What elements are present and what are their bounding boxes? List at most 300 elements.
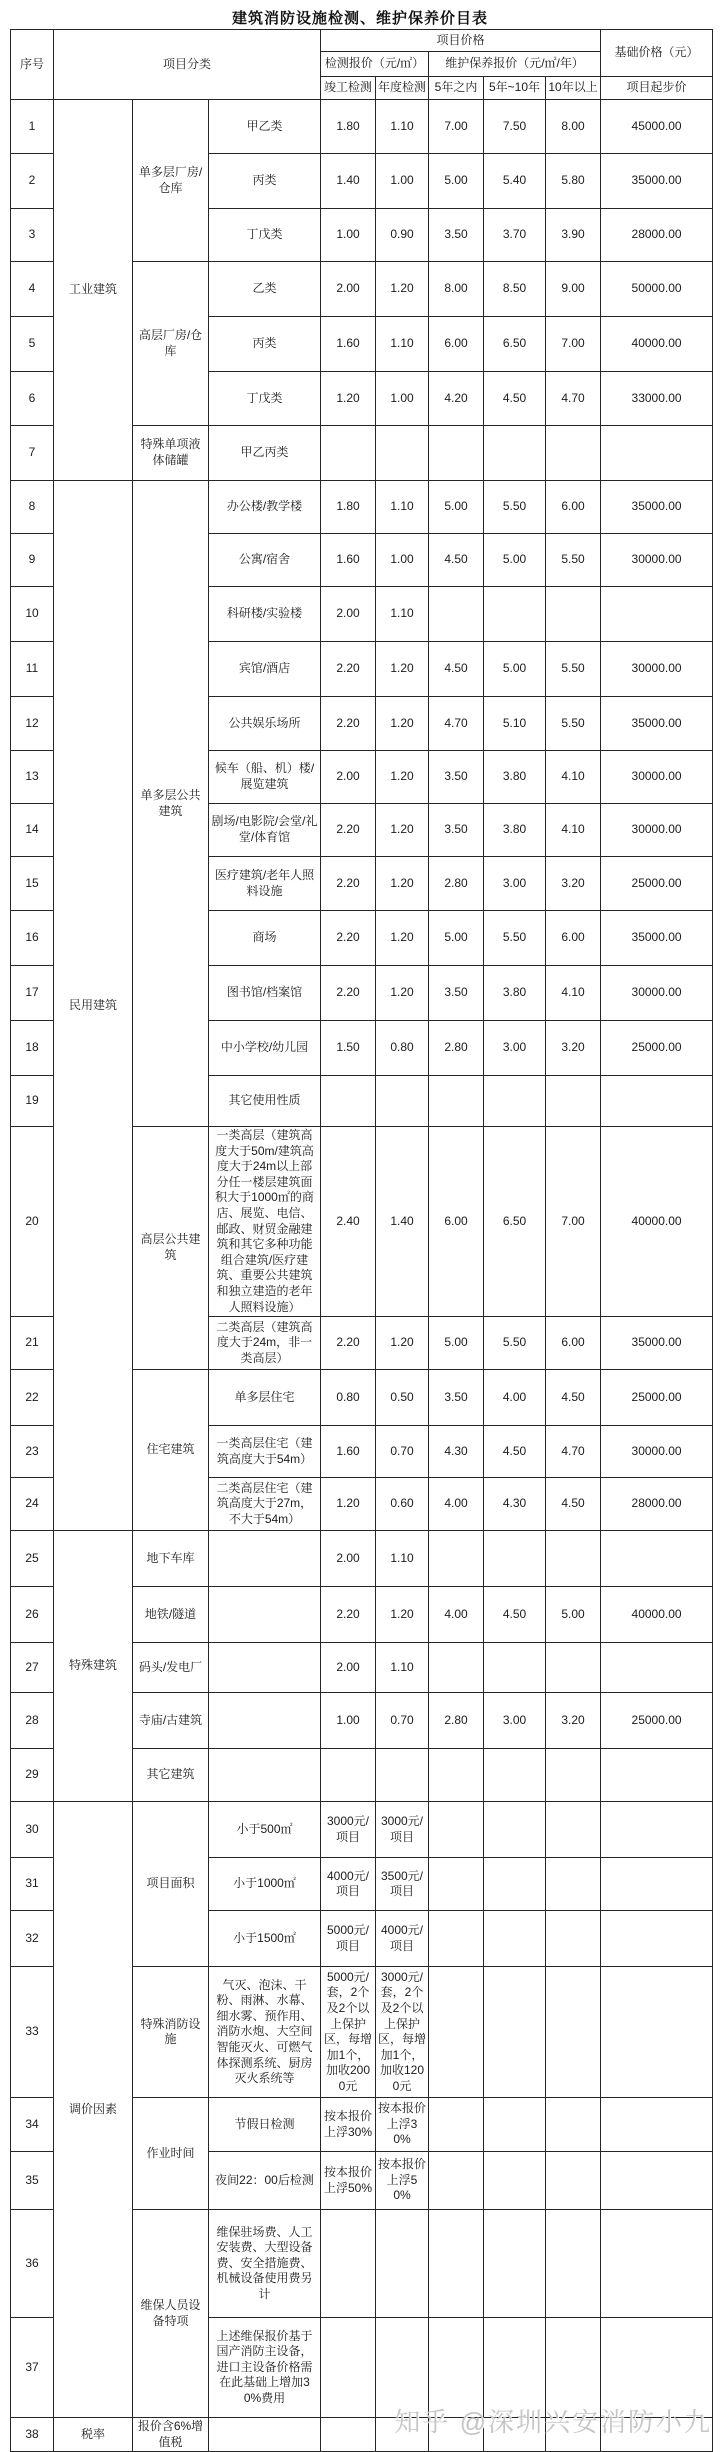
cell-category-level3: 小于1000㎡	[209, 1858, 321, 1911]
cell-price-value: 0.70	[376, 1693, 429, 1749]
cell-price-value: 1.10	[376, 100, 429, 154]
cell-base-price: 25000.00	[601, 1693, 713, 1749]
cell-category-level1: 民用建筑	[54, 481, 133, 1531]
cell-price-value: 5.00	[484, 534, 546, 587]
cell-price-value: 5000元/项目	[321, 1911, 376, 1967]
cell-price-value: 8.50	[484, 262, 546, 317]
cell-serial-number: 8	[11, 481, 54, 534]
cell-serial-number: 7	[11, 426, 54, 481]
cell-serial-number: 29	[11, 1749, 54, 1802]
cell-base-price	[601, 2210, 713, 2318]
cell-price-value	[429, 1643, 484, 1693]
cell-serial-number: 18	[11, 1021, 54, 1076]
cell-price-value: 1.20	[376, 911, 429, 966]
cell-price-value: 1.20	[376, 697, 429, 751]
cell-base-price	[601, 1643, 713, 1693]
header-within-5-years: 5年之内	[429, 77, 484, 100]
cell-price-value: 按本报价上浮30%	[376, 2098, 429, 2152]
cell-price-value: 1.00	[321, 209, 376, 262]
cell-category-level3: 科研楼/实验楼	[209, 587, 321, 642]
cell-category-level3: 丁戊类	[209, 372, 321, 426]
cell-serial-number: 27	[11, 1643, 54, 1693]
cell-price-value: 6.00	[429, 1127, 484, 1317]
cell-serial-number: 17	[11, 966, 54, 1021]
cell-price-value: 2.00	[321, 587, 376, 642]
cell-price-value: 2.80	[429, 1021, 484, 1076]
cell-category-level1: 工业建筑	[54, 100, 133, 481]
header-detection-group: 检测报价（元/㎡）	[321, 52, 429, 77]
cell-price-value: 5.00	[429, 154, 484, 209]
cell-category-level3: 节假日检测	[209, 2098, 321, 2152]
cell-price-value	[429, 1531, 484, 1587]
cell-price-value: 6.00	[429, 317, 484, 372]
header-completion-detection: 竣工检测	[321, 77, 376, 100]
cell-price-value	[484, 1076, 546, 1127]
cell-price-value: 2.20	[321, 1587, 376, 1643]
cell-price-value	[484, 587, 546, 642]
cell-price-value	[376, 1076, 429, 1127]
cell-price-value: 3.50	[429, 804, 484, 857]
cell-category-level3: 气灭、泡沫、干粉、雨淋、水幕、细水雾、预作用、消防水炮、大空间智能灭火、可燃气体探测系统、厨房灭火系统等	[209, 1967, 321, 2098]
cell-price-value: 4.30	[484, 1478, 546, 1531]
cell-price-value: 2.00	[321, 751, 376, 804]
cell-price-value: 1.10	[376, 1531, 429, 1587]
cell-price-value: 4000元/项目	[321, 1858, 376, 1911]
cell-price-value	[376, 426, 429, 481]
cell-price-value: 4.50	[484, 372, 546, 426]
cell-price-value: 3.50	[429, 1370, 484, 1426]
cell-price-value: 5.10	[484, 697, 546, 751]
cell-base-price: 30000.00	[601, 804, 713, 857]
cell-base-price	[601, 1749, 713, 1802]
cell-price-value: 0.50	[376, 1370, 429, 1426]
cell-category-level3: 甲乙丙类	[209, 426, 321, 481]
cell-category-level3: 上述维保报价基于国产消防主设备，进口主设备价格需在此基础上增加30%费用	[209, 2318, 321, 2418]
table-row	[11, 1531, 713, 1587]
cell-price-value: 0.80	[321, 1370, 376, 1426]
cell-base-price	[601, 1967, 713, 2098]
cell-price-value: 3500元/项目	[376, 1858, 429, 1911]
cell-serial-number: 30	[11, 1802, 54, 1858]
cell-base-price	[601, 2152, 713, 2210]
cell-price-value: 1.10	[376, 1643, 429, 1693]
cell-price-value: 2.20	[321, 1317, 376, 1370]
cell-price-value: 1.20	[321, 1478, 376, 1531]
cell-price-value: 7.50	[484, 100, 546, 154]
cell-price-value: 1.80	[321, 100, 376, 154]
cell-price-value	[546, 1531, 601, 1587]
cell-price-value: 4.00	[429, 1587, 484, 1643]
cell-price-value: 6.00	[546, 481, 601, 534]
cell-serial-number: 25	[11, 1531, 54, 1587]
cell-price-value: 3.50	[429, 209, 484, 262]
cell-category-level3: 丙类	[209, 154, 321, 209]
cell-category-level3: 乙类	[209, 262, 321, 317]
cell-serial-number: 20	[11, 1127, 54, 1317]
page-title: 建筑消防设施检测、维护保养价目表	[231, 10, 488, 27]
cell-serial-number: 3	[11, 209, 54, 262]
cell-price-value: 1.40	[376, 1127, 429, 1317]
cell-price-value: 4.50	[546, 1370, 601, 1426]
cell-price-value	[321, 2418, 376, 2452]
cell-base-price: 30000.00	[601, 751, 713, 804]
cell-price-value: 2.20	[321, 966, 376, 1021]
cell-price-value: 2.40	[321, 1127, 376, 1317]
cell-base-price: 33000.00	[601, 372, 713, 426]
cell-price-value: 3.00	[484, 1693, 546, 1749]
cell-price-value: 4.50	[429, 534, 484, 587]
cell-price-value: 0.80	[376, 1021, 429, 1076]
cell-category-level1: 特殊建筑	[54, 1531, 133, 1802]
cell-price-value: 3.20	[546, 857, 601, 911]
cell-category-level3	[209, 1693, 321, 1749]
cell-serial-number: 23	[11, 1426, 54, 1478]
cell-price-value: 6.00	[546, 911, 601, 966]
cell-base-price	[601, 1076, 713, 1127]
cell-price-value	[546, 1967, 601, 2098]
cell-price-value: 3.70	[484, 209, 546, 262]
cell-price-value: 4.70	[429, 697, 484, 751]
cell-base-price: 25000.00	[601, 857, 713, 911]
cell-price-value: 7.00	[429, 100, 484, 154]
cell-price-value: 1.10	[376, 317, 429, 372]
cell-price-value	[484, 1643, 546, 1693]
cell-base-price	[601, 1911, 713, 1967]
price-table-body	[11, 100, 713, 2452]
cell-base-price: 35000.00	[601, 1317, 713, 1370]
cell-price-value: 1.60	[321, 1426, 376, 1478]
table-row	[11, 1802, 713, 1858]
cell-category-level2: 地下车库	[133, 1531, 209, 1587]
price-table	[10, 29, 713, 2452]
cell-price-value: 5.50	[484, 911, 546, 966]
cell-price-value: 4.10	[546, 804, 601, 857]
cell-price-value	[429, 426, 484, 481]
cell-price-value: 4.30	[429, 1426, 484, 1478]
cell-serial-number: 34	[11, 2098, 54, 2152]
cell-price-value	[321, 1749, 376, 1802]
cell-price-value	[546, 2210, 601, 2318]
cell-price-value	[484, 426, 546, 481]
cell-price-value: 2.20	[321, 857, 376, 911]
cell-price-value	[429, 1749, 484, 1802]
header-serial: 序号	[11, 30, 54, 100]
cell-price-value: 5.50	[484, 481, 546, 534]
header-starting-price: 项目起步价	[601, 77, 713, 100]
cell-price-value: 6.50	[484, 1127, 546, 1317]
cell-price-value	[429, 2098, 484, 2152]
cell-price-value: 3000元/项目	[321, 1802, 376, 1858]
cell-serial-number: 13	[11, 751, 54, 804]
cell-price-value: 4.50	[429, 642, 484, 697]
cell-serial-number: 26	[11, 1587, 54, 1643]
cell-serial-number: 19	[11, 1076, 54, 1127]
cell-price-value: 4.00	[429, 1478, 484, 1531]
cell-price-value	[429, 587, 484, 642]
cell-price-value	[321, 426, 376, 481]
cell-serial-number: 36	[11, 2210, 54, 2318]
cell-price-value	[429, 1858, 484, 1911]
cell-price-value: 5.40	[484, 154, 546, 209]
cell-category-level3: 剧场/电影院/会堂/礼堂/体育馆	[209, 804, 321, 857]
cell-category-level3: 丁戊类	[209, 209, 321, 262]
cell-base-price: 30000.00	[601, 642, 713, 697]
cell-category-level3: 公共娱乐场所	[209, 697, 321, 751]
table-row	[11, 100, 713, 154]
cell-serial-number: 9	[11, 534, 54, 587]
cell-price-value: 1.10	[376, 587, 429, 642]
cell-price-value: 按本报价上浮50%	[321, 2152, 376, 2210]
cell-serial-number: 22	[11, 1370, 54, 1426]
cell-category-level3	[209, 1643, 321, 1693]
cell-price-value: 9.00	[546, 262, 601, 317]
cell-base-price: 40000.00	[601, 317, 713, 372]
cell-category-level2: 维保人员设备特项	[133, 2210, 209, 2418]
cell-price-value: 3.80	[484, 751, 546, 804]
cell-category-level2: 高层公共建筑	[133, 1127, 209, 1370]
cell-price-value: 1.60	[321, 534, 376, 587]
cell-price-value: 6.00	[546, 1317, 601, 1370]
cell-base-price: 35000.00	[601, 697, 713, 751]
cell-price-value: 1.20	[376, 751, 429, 804]
cell-serial-number: 4	[11, 262, 54, 317]
cell-price-value	[429, 1076, 484, 1127]
cell-price-value: 5.00	[546, 1587, 601, 1643]
cell-price-value: 2.00	[321, 1643, 376, 1693]
cell-base-price: 40000.00	[601, 1127, 713, 1317]
cell-price-value	[484, 1911, 546, 1967]
cell-price-value: 3.50	[429, 751, 484, 804]
cell-price-value: 5.80	[546, 154, 601, 209]
cell-category-level3: 一类高层住宅（建筑高度大于54m）	[209, 1426, 321, 1478]
cell-price-value: 3.20	[546, 1021, 601, 1076]
cell-price-value	[484, 2098, 546, 2152]
cell-serial-number: 10	[11, 587, 54, 642]
cell-category-level2: 项目面积	[133, 1802, 209, 1967]
cell-base-price	[601, 587, 713, 642]
cell-price-value: 2.80	[429, 857, 484, 911]
cell-price-value: 5.50	[546, 534, 601, 587]
cell-base-price: 25000.00	[601, 1370, 713, 1426]
cell-price-value	[429, 2152, 484, 2210]
header-annual-detection: 年度检测	[376, 77, 429, 100]
cell-serial-number: 14	[11, 804, 54, 857]
cell-serial-number: 35	[11, 2152, 54, 2210]
header-category: 项目分类	[54, 30, 321, 100]
cell-price-value: 8.00	[546, 100, 601, 154]
cell-category-level3	[209, 2418, 321, 2452]
cell-price-value: 1.00	[376, 534, 429, 587]
cell-price-value: 5.00	[429, 1317, 484, 1370]
cell-base-price: 28000.00	[601, 209, 713, 262]
cell-price-value: 2.20	[321, 804, 376, 857]
cell-price-value: 0.70	[376, 1426, 429, 1478]
cell-category-level3: 单多层住宅	[209, 1370, 321, 1426]
cell-serial-number: 37	[11, 2318, 54, 2418]
cell-category-level3: 小于500㎡	[209, 1802, 321, 1858]
cell-category-level3	[209, 1587, 321, 1643]
cell-price-value: 1.10	[376, 481, 429, 534]
cell-price-value	[546, 1802, 601, 1858]
cell-price-value: 4.50	[546, 1478, 601, 1531]
cell-category-level1: 税率	[54, 2418, 133, 2452]
cell-price-value: 按本报价上浮50%	[376, 2152, 429, 2210]
cell-base-price: 30000.00	[601, 1426, 713, 1478]
cell-price-value: 1.20	[376, 1587, 429, 1643]
cell-category-level3: 丙类	[209, 317, 321, 372]
cell-price-value: 7.00	[546, 1127, 601, 1317]
cell-price-value: 1.50	[321, 1021, 376, 1076]
cell-price-value: 1.60	[321, 317, 376, 372]
cell-category-level2: 报价含6%增值税	[133, 2418, 209, 2452]
cell-price-value: 2.20	[321, 697, 376, 751]
cell-price-value	[546, 2098, 601, 2152]
cell-price-value	[546, 2152, 601, 2210]
cell-price-value	[429, 2210, 484, 2318]
cell-base-price: 45000.00	[601, 100, 713, 154]
cell-category-level3: 甲乙类	[209, 100, 321, 154]
cell-category-level3: 公寓/宿舍	[209, 534, 321, 587]
cell-category-level3: 维保驻场费、人工安装费、大型设备费、安全措施费、机械设备使用费另计	[209, 2210, 321, 2318]
cell-price-value: 4.00	[484, 1370, 546, 1426]
cell-price-value: 5.00	[484, 642, 546, 697]
cell-base-price	[601, 426, 713, 481]
cell-base-price	[601, 1531, 713, 1587]
cell-base-price: 35000.00	[601, 911, 713, 966]
cell-serial-number: 31	[11, 1858, 54, 1911]
cell-price-value	[429, 1911, 484, 1967]
cell-price-value	[376, 2210, 429, 2318]
cell-price-value: 2.00	[321, 1531, 376, 1587]
cell-price-value: 0.90	[376, 209, 429, 262]
cell-price-value: 0.60	[376, 1478, 429, 1531]
cell-base-price: 30000.00	[601, 966, 713, 1021]
cell-price-value: 4.70	[546, 372, 601, 426]
cell-category-level2: 住宅建筑	[133, 1370, 209, 1531]
cell-category-level3: 小于1500㎡	[209, 1911, 321, 1967]
cell-price-value: 4.50	[484, 1587, 546, 1643]
cell-price-value: 4.20	[429, 372, 484, 426]
cell-price-value: 1.20	[376, 642, 429, 697]
cell-price-value	[484, 1967, 546, 2098]
cell-category-level2: 其它建筑	[133, 1749, 209, 1802]
header-base-price-group: 基础价格（元）	[601, 30, 713, 77]
cell-price-value: 3.00	[484, 857, 546, 911]
cell-price-value: 1.20	[376, 262, 429, 317]
cell-price-value: 5.50	[484, 1317, 546, 1370]
cell-base-price: 50000.00	[601, 262, 713, 317]
cell-price-value	[376, 1749, 429, 1802]
cell-price-value	[484, 2210, 546, 2318]
cell-price-value: 3.20	[546, 1693, 601, 1749]
watermark: 知乎 @深圳兴安消防小九	[394, 2407, 712, 2437]
cell-base-price: 30000.00	[601, 534, 713, 587]
cell-base-price	[601, 1802, 713, 1858]
cell-category-level3	[209, 1749, 321, 1802]
cell-serial-number: 5	[11, 317, 54, 372]
cell-category-level3: 二类高层（建筑高度大于24m，非一类高层）	[209, 1317, 321, 1370]
cell-category-level3	[209, 1531, 321, 1587]
cell-category-level3: 夜间22：00后检测	[209, 2152, 321, 2210]
cell-price-value	[429, 1802, 484, 1858]
cell-price-value: 4.10	[546, 966, 601, 1021]
cell-base-price: 35000.00	[601, 481, 713, 534]
cell-price-value: 1.20	[321, 372, 376, 426]
cell-serial-number: 38	[11, 2418, 54, 2452]
cell-price-value: 1.20	[376, 966, 429, 1021]
cell-serial-number: 28	[11, 1693, 54, 1749]
cell-serial-number: 15	[11, 857, 54, 911]
cell-price-value	[321, 2318, 376, 2418]
cell-price-value: 1.00	[321, 1693, 376, 1749]
cell-serial-number: 12	[11, 697, 54, 751]
cell-price-value: 1.40	[321, 154, 376, 209]
cell-price-value: 3.80	[484, 804, 546, 857]
cell-serial-number: 33	[11, 1967, 54, 2098]
cell-price-value: 3000元/项目	[376, 1802, 429, 1858]
cell-price-value: 1.00	[376, 154, 429, 209]
cell-price-value: 5.50	[546, 697, 601, 751]
cell-serial-number: 21	[11, 1317, 54, 1370]
cell-category-level3: 二类高层住宅（建筑高度大于27m，不大于54m）	[209, 1478, 321, 1531]
cell-category-level3: 其它使用性质	[209, 1076, 321, 1127]
cell-price-value	[546, 587, 601, 642]
cell-price-value	[546, 1858, 601, 1911]
cell-price-value: 按本报价上浮30%	[321, 2098, 376, 2152]
header-maintenance-group: 维护保养报价（元/㎡/年）	[429, 52, 601, 77]
cell-price-value: 5.50	[546, 642, 601, 697]
cell-price-value: 1.80	[321, 481, 376, 534]
cell-serial-number: 2	[11, 154, 54, 209]
cell-price-value: 1.00	[376, 372, 429, 426]
cell-price-value	[484, 1858, 546, 1911]
cell-price-value: 2.20	[321, 911, 376, 966]
cell-base-price	[601, 2098, 713, 2152]
cell-category-level2: 寺庙/古建筑	[133, 1693, 209, 1749]
cell-price-value	[546, 426, 601, 481]
cell-category-level3: 医疗建筑/老年人照料设施	[209, 857, 321, 911]
table-row	[11, 481, 713, 534]
cell-price-value	[321, 1076, 376, 1127]
cell-category-level3: 候车（船、机）楼/展览建筑	[209, 751, 321, 804]
cell-price-value: 4000元/项目	[376, 1911, 429, 1967]
cell-category-level3: 图书馆/档案馆	[209, 966, 321, 1021]
cell-serial-number: 1	[11, 100, 54, 154]
cell-price-value: 4.10	[546, 751, 601, 804]
cell-price-value	[484, 2152, 546, 2210]
cell-price-value: 3.00	[484, 1021, 546, 1076]
cell-price-value	[546, 1749, 601, 1802]
cell-price-value: 5000元/套，2个及2个以上保护区，每增加1个，加收2000元	[321, 1967, 376, 2098]
cell-base-price: 40000.00	[601, 1587, 713, 1643]
cell-price-value: 3.50	[429, 966, 484, 1021]
cell-price-value	[484, 1749, 546, 1802]
cell-price-value: 8.00	[429, 262, 484, 317]
cell-price-value	[546, 1076, 601, 1127]
cell-category-level2: 高层厂房/仓库	[133, 262, 209, 426]
cell-base-price: 25000.00	[601, 1021, 713, 1076]
cell-price-value: 2.20	[321, 642, 376, 697]
cell-category-level2: 码头/发电厂	[133, 1643, 209, 1693]
cell-base-price: 35000.00	[601, 154, 713, 209]
cell-price-value: 5.00	[429, 481, 484, 534]
cell-category-level2: 特殊单项液体储罐	[133, 426, 209, 481]
cell-price-value	[546, 1911, 601, 1967]
cell-price-value: 3.90	[546, 209, 601, 262]
header-price-group: 项目价格	[321, 30, 601, 52]
cell-price-value: 7.00	[546, 317, 601, 372]
cell-category-level3: 办公楼/教学楼	[209, 481, 321, 534]
